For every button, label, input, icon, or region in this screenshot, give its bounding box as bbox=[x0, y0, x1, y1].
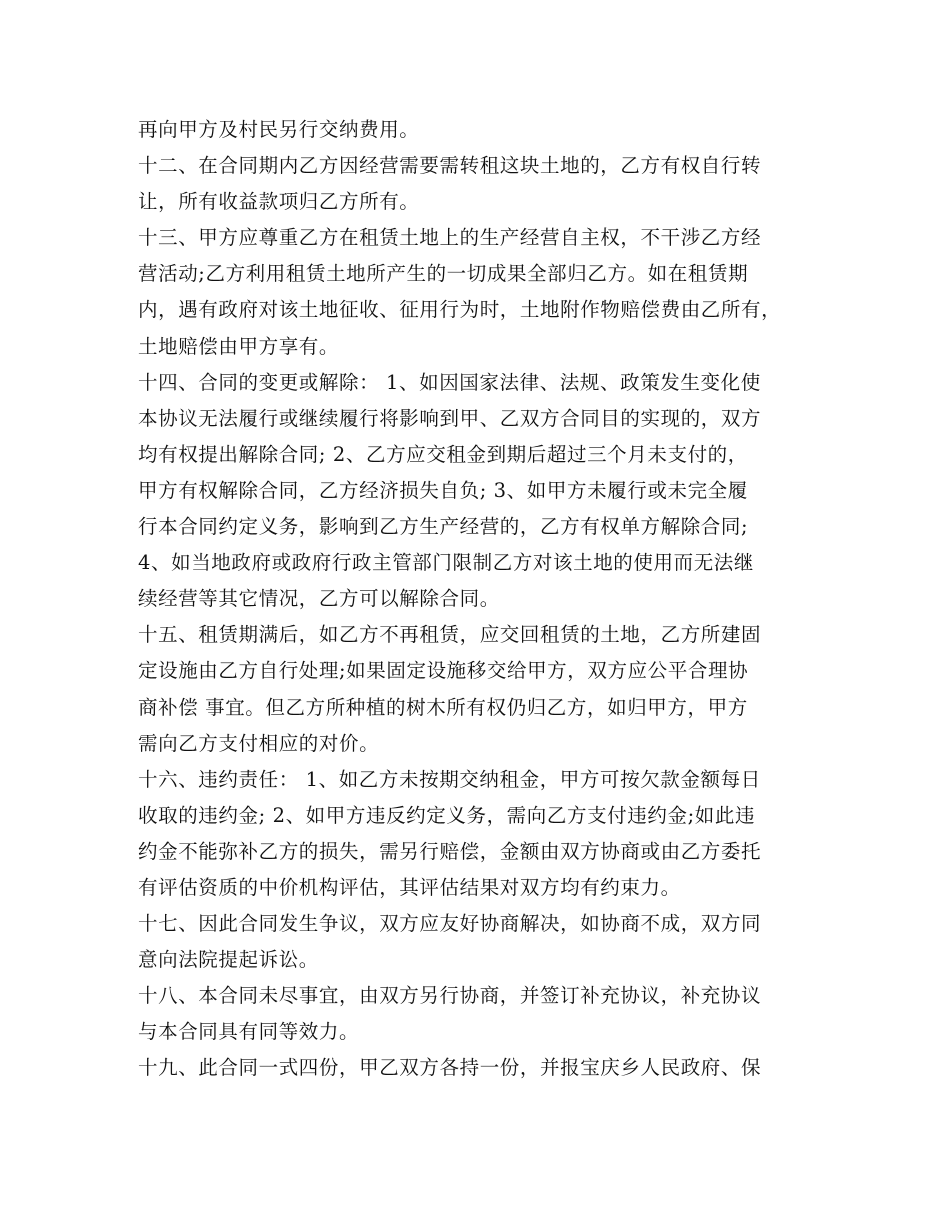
text-line: 收取的违约金; 2、如甲方违反约定义务，需向乙方支付违约金;如此违 bbox=[138, 803, 756, 827]
text-line: 约金不能弥补乙方的损失，需另行赔偿，金额由双方协商或由乙方委托 bbox=[138, 839, 762, 863]
text-line: 需向乙方支付相应的对价。 bbox=[138, 731, 380, 755]
text-line: 让，所有收益款项归乙方所有。 bbox=[138, 190, 420, 214]
text-line: 行本合同约定义务，影响到乙方生产经营的，乙方有权单方解除合同; bbox=[138, 515, 749, 539]
text-line: 再向甲方及村民另行交纳费用。 bbox=[138, 118, 420, 141]
text-line: 内，遇有政府对该土地征收、征用行为时，土地附作物赔偿费由乙所有， bbox=[138, 298, 782, 322]
text-line: 均有权提出解除合同; 2、乙方应交租金到期后超过三个月未支付的， bbox=[138, 442, 748, 466]
text-line: 十四、合同的变更或解除： 1、如因国家法律、法规、政策发生变化使 bbox=[138, 370, 761, 394]
text-line: 十八、本合同未尽事宜，由双方另行协商，并签订补充协议，补充协议 bbox=[138, 984, 762, 1008]
text-line: 十九、此合同一式四份，甲乙双方各持一份，并报宝庆乡人民政府、保 bbox=[138, 1056, 762, 1080]
text-line: 十六、违约责任： 1、如乙方未按期交纳租金，甲方可按欠款金额每日 bbox=[138, 767, 761, 791]
text-line: 续经营等其它情况，乙方可以解除合同。 bbox=[138, 587, 500, 611]
text-line: 4、如当地政府或政府行政主管部门限制乙方对该土地的使用而无法继 bbox=[138, 551, 755, 575]
text-line: 十七、因此合同发生争议，双方应友好协商解决，如协商不成，双方同 bbox=[138, 912, 762, 936]
text-line: 土地赔偿由甲方享有。 bbox=[138, 334, 340, 358]
text-line: 十三、甲方应尊重乙方在租赁土地上的生产经营自主权，不干涉乙方经 bbox=[138, 226, 762, 250]
text-line: 有评估资质的中价机构评估，其评估结果对双方均有约束力。 bbox=[138, 875, 681, 899]
document-body bbox=[138, 112, 828, 1087]
text-line: 意向法院提起诉讼。 bbox=[138, 948, 319, 972]
text-line: 定设施由乙方自行处理;如果固定设施移交给甲方，双方应公平合理协 bbox=[138, 659, 749, 683]
text-line: 与本合同具有同等效力。 bbox=[138, 1020, 360, 1044]
text-line: 十二、在合同期内乙方因经营需要需转租这块土地的，乙方有权自行转 bbox=[138, 154, 762, 178]
text-line: 营活动;乙方利用租赁土地所产生的一切成果全部归乙方。如在租赁期 bbox=[138, 262, 749, 286]
text-line: 商补偿 事宜。但乙方所种植的树木所有权仍归乙方，如归甲方，甲方 bbox=[138, 695, 748, 719]
text-line: 甲方有权解除合同，乙方经济损失自负; 3、如甲方未履行或未完全履 bbox=[138, 478, 748, 502]
text-line: 本协议无法履行或继续履行将影响到甲、乙双方合同目的实现的，双方 bbox=[138, 406, 762, 430]
text-line: 十五、租赁期满后，如乙方不再租赁，应交回租赁的土地，乙方所建固 bbox=[138, 623, 762, 647]
